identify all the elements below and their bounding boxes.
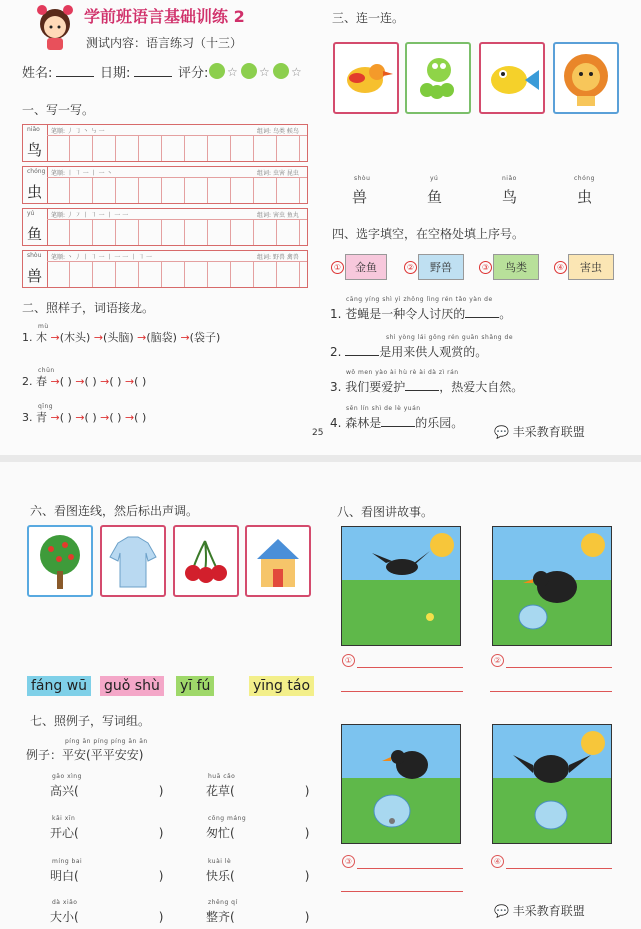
writing-grid[interactable] — [47, 177, 307, 203]
sentence-2: 2. 是用来供人观赏的。 — [330, 345, 488, 359]
word-beast[interactable]: 兽 — [352, 188, 368, 206]
option-pest[interactable]: 害虫 — [568, 254, 614, 280]
story-picture-1 — [341, 526, 461, 646]
caterpillar-picture[interactable] — [405, 42, 471, 114]
crow-pitcher-icon — [493, 527, 611, 645]
target-character: 鸟 — [27, 141, 43, 159]
section-7-title: 七、照例子，写词组。 — [30, 714, 151, 728]
answer-line[interactable] — [506, 667, 612, 668]
chain-row-1: mù 1. 木 →(木头) →(头脑) →(脑袋) →(袋子) — [22, 323, 221, 344]
score-label: 评分: — [178, 66, 209, 81]
answer-line[interactable] — [506, 868, 612, 869]
word-item[interactable]: 匆忙( ) — [206, 826, 310, 840]
house-icon — [247, 527, 309, 595]
answer-blank[interactable] — [405, 390, 439, 391]
fruit-tree-icon — [29, 527, 91, 595]
page-title: 学前班语言基础训练 2 — [84, 7, 245, 26]
section-3-title: 三、连一连。 — [332, 11, 405, 25]
option-goldfish[interactable]: 金鱼 — [345, 254, 387, 280]
section-2-title: 二、照样子，词语接龙。 — [22, 301, 155, 315]
word-insect[interactable]: 虫 — [577, 188, 593, 206]
answer-line[interactable] — [341, 891, 463, 892]
word-item[interactable]: 大小( ) — [50, 910, 164, 924]
shirt-picture[interactable] — [100, 525, 166, 597]
word-item[interactable]: 高兴( ) — [50, 784, 164, 798]
bird-picture[interactable] — [333, 42, 399, 114]
bird-icon — [335, 44, 397, 112]
caterpillar-icon — [407, 44, 469, 112]
crow-dropping-stones-icon — [342, 725, 460, 843]
pinyin-yi-fu[interactable]: yī fú — [176, 676, 214, 696]
apple-tree-picture[interactable] — [27, 525, 93, 597]
word-item[interactable]: 整齐( ) — [206, 910, 310, 924]
section-1-title: 一、写一写。 — [22, 103, 95, 117]
target-character: 兽 — [27, 267, 43, 285]
option-birds[interactable]: 鸟类 — [493, 254, 539, 280]
test-content-label: 测试内容：语言练习（十三） — [86, 36, 243, 50]
writing-row: shòu 兽 笔顺: 丶 丿 丨 ㇕ 一 丨 一 一 丨 ㇕ 一 组词: 野兽 禽兽 — [22, 250, 308, 288]
writing-row: niǎo 鸟 笔顺: 丿 ㇆ 丶 ㇉ 一 组词: 鸟类 候鸟 — [22, 124, 308, 162]
cherry-icon — [175, 527, 237, 595]
pinyin-guo-shu[interactable]: guǒ shù — [100, 676, 164, 696]
answer-line[interactable] — [357, 667, 463, 668]
target-character: 鱼 — [27, 225, 43, 243]
sentence-3: 3. 我们要爱护 ，热爱大自然。 — [330, 380, 524, 394]
answer-blank[interactable] — [465, 317, 499, 318]
fish-icon — [481, 44, 543, 112]
cherry-picture[interactable] — [173, 525, 239, 597]
word-item[interactable]: 明白( ) — [50, 869, 164, 883]
svg-text:☆: ☆ — [291, 65, 302, 79]
page-number: 25 — [312, 428, 324, 438]
watermark: 💬 丰采教育联盟 — [494, 904, 585, 918]
story-picture-2 — [492, 526, 612, 646]
section-4-title: 四、选字填空，在空格处填上序号。 — [332, 227, 525, 241]
word-fish[interactable]: 鱼 — [427, 188, 443, 206]
word-item[interactable]: 开心( ) — [50, 826, 164, 840]
watermark: 💬 丰采教育联盟 — [494, 425, 585, 439]
svg-text:☆: ☆ — [259, 65, 270, 79]
example-line: 例子：平安(平平安安) — [26, 748, 144, 762]
sentence-4: 4. 森林是 的乐园。 — [330, 416, 464, 430]
answer-line[interactable] — [341, 691, 463, 692]
chain-row-3[interactable]: qīng 3. 青 →( ) →( ) →( ) →( ) — [22, 403, 147, 424]
worksheet-page-24: 六、看图连线，然后标出声调。 fáng wū guǒ shù yī fú yīng táo 七、照例子，写词组。 píng ān píng píng ān ān 例子：平安(平平安安) gāo xìng 高兴( ) kāi xīn 开心( ) míng bai 明白( ) dà xiǎo 大小( ) huā cǎo 花草( ) cōng máng 匆忙( ) kuài lè 快乐( ) zhěng qí 整齐( ) 八、看图讲故事。 ① ② ③ ④ 💬 丰采教育联盟 — [0, 462, 641, 929]
name-field[interactable] — [56, 76, 94, 77]
shirt-icon — [102, 527, 164, 595]
pinyin-fang-wu[interactable]: fáng wū — [27, 676, 91, 696]
option-wild-beast[interactable]: 野兽 — [418, 254, 464, 280]
answer-line[interactable] — [357, 868, 463, 869]
word-bird[interactable]: 鸟 — [502, 188, 518, 206]
crow-drinking-icon — [493, 725, 611, 843]
answer-line[interactable] — [490, 691, 612, 692]
chain-row-2[interactable]: chūn 2. 春 →( ) →( ) →( ) →( ) — [22, 367, 147, 388]
word-item[interactable]: 快乐( ) — [206, 869, 310, 883]
writing-row: yú 鱼 笔顺: 丿 ㇇ 丨 ㇕ 一 丨 一 一 组词: 害虫 鱼丸 — [22, 208, 308, 246]
writing-row: chóng 虫 笔顺: 丨 ㇕ 一 丨 一 丶 组词: 虫害 昆虫 — [22, 166, 308, 204]
story-picture-3 — [341, 724, 461, 844]
fish-picture[interactable] — [479, 42, 545, 114]
wechat-icon: 💬 — [494, 425, 509, 439]
story-picture-4 — [492, 724, 612, 844]
writing-grid[interactable] — [47, 261, 307, 287]
date-label: 日期: — [100, 66, 131, 81]
section-6-title: 六、看图连线，然后标出声调。 — [30, 504, 199, 518]
wechat-icon: 💬 — [494, 904, 509, 918]
answer-blank[interactable] — [381, 426, 415, 427]
answer-blank[interactable] — [345, 355, 379, 356]
pinyin-ying-tao[interactable]: yīng táo — [249, 676, 314, 696]
target-character: 虫 — [27, 183, 43, 201]
worksheet-page-25: 学前班语言基础训练 2 测试内容：语言练习（十三） 姓名: 日期: 评分: ☆ ☆ ☆ 一、写一写。 niǎo 鸟 笔顺: 丿 ㇆ 丶 ㇉ 一 组词: 鸟类 候鸟 chóng 虫 笔顺: 丨 ㇕ 一 丨 一 丶 组词: 虫害 昆虫 yú 鱼 笔顺: 丿 ㇇ 丨 ㇕ 一 丨 一 一 组词: 害虫 鱼丸 shòu 兽 笔顺: 丶 丿 丨 ㇕ 一 丨 一 一 丨 ㇕ 一 组词: 野兽 禽兽 二、照样子，词语接龙。 mù 1. 木 →(木头) →(头脑) →(脑袋) →(袋子) chūn 2. 春 →( ) →( ) →( ) →( ) qīng 3. 青 →( ) →( ) →( ) →( ) 25 三、连一连。 shòu 兽 yú 鱼 niǎo 鸟 chóng 虫 四、选字填空，在空格处填上序号。 ① 金鱼 ② 野兽 ③ 鸟类 ④ 害虫 cāng yíng shì yì zhǒng lìng rén tǎo yàn de 1. 苍蝇是一种令人讨厌的 。 shì yòng lái gōng rén guān shǎng de 2. 是用来供人观赏的。 wǒ men yào ài hù rè ài dà zì rán 3. 我们要爱护 ，热爱大自然。 sēn lín shì de lè yuán 4. 森林是 的乐园。 💬 丰采教育联盟 — [0, 0, 641, 455]
sentence-1: 1. 苍蝇是一种令人讨厌的 。 — [330, 307, 512, 321]
lion-picture[interactable] — [553, 42, 619, 114]
writing-grid[interactable] — [47, 219, 307, 245]
date-field[interactable] — [134, 76, 172, 77]
house-picture[interactable] — [245, 525, 311, 597]
lion-icon — [555, 44, 617, 112]
score-apples-icon[interactable] — [206, 60, 310, 82]
girl-mascot-icon — [30, 2, 80, 52]
crow-flying-icon — [342, 527, 460, 645]
name-label: 姓名: — [22, 66, 53, 81]
writing-grid[interactable] — [47, 135, 307, 161]
word-item[interactable]: 花草( ) — [206, 784, 310, 798]
svg-text:☆: ☆ — [227, 65, 238, 79]
section-8-title: 八、看图讲故事。 — [337, 505, 434, 519]
